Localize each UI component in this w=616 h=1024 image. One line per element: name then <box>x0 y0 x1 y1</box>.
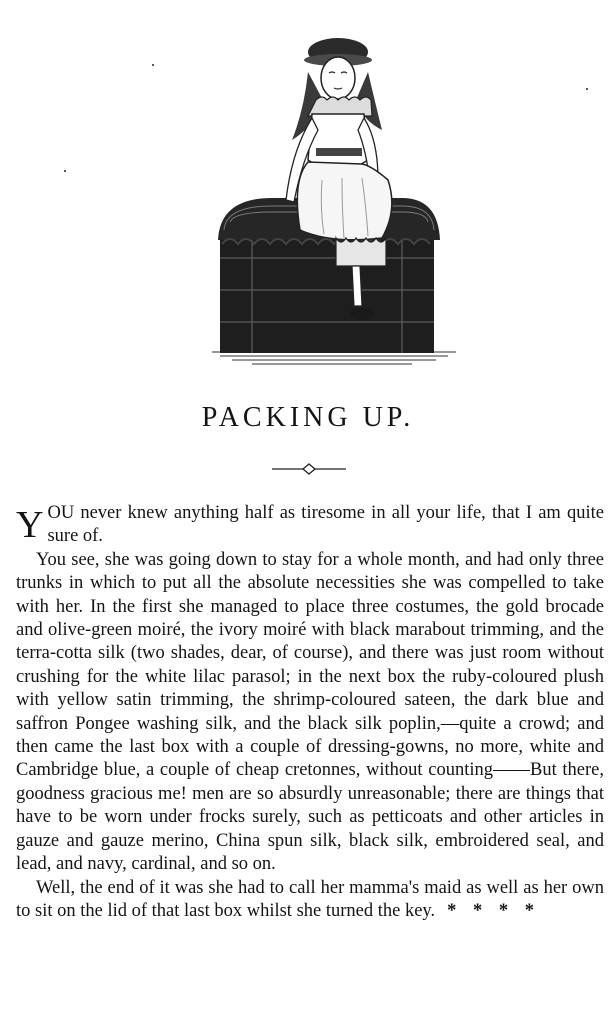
paragraph <box>16 877 604 924</box>
divider-ornament <box>272 462 346 476</box>
print-speck <box>586 88 588 90</box>
chapter-title: PACKING UP. <box>201 402 415 433</box>
print-speck <box>152 64 154 66</box>
section-stars: * * * * <box>447 900 534 921</box>
body-text <box>16 502 604 923</box>
print-speck <box>64 170 66 172</box>
paragraph-text: OU never knew anything half as tiresome in all your life, that I am quite sure of. <box>47 503 604 547</box>
paragraph <box>16 549 604 877</box>
drop-cap: Y <box>16 504 44 546</box>
paragraph <box>16 502 604 549</box>
paragraph-text: Well, the end of it was she had to call her mamma's maid as well as her own to sit on the lid of that last box whilst she turned the key. <box>16 877 604 921</box>
girl-on-trunk-illustration <box>212 30 456 375</box>
paragraph-text: You see, she was going down to stay for a whole month, and had only three trunks in which to put all the absolute necessities she was compelled to take with her. In the first she managed to place three costumes, the gold brocade and olive-green moiré, the ivory moiré with black marabout trimming, and the terra-cotta silk (two shades, dear, of course), and there was just room without crushing for the white lilac parasol; in the next box the ruby-coloured plush with yellow satin trimming, the shrimp-coloured sateen, the dark blue and saffron Pongee washing silk, and the black silk poplin,—quite a crowd; and then came the last box with a couple of dressing-gowns, no more, white and Cambridge blue, a couple of cheap cretonnes, without counting——But there, goodness gracious me! men are so absurdly unreasonable; there are things that have to be worn under frocks surely, such as petticoats and other articles in gauze and gauze merino, China spun silk, black silk, embroidered seal, and lead, and navy, cardinal, and so on. <box>16 549 604 875</box>
